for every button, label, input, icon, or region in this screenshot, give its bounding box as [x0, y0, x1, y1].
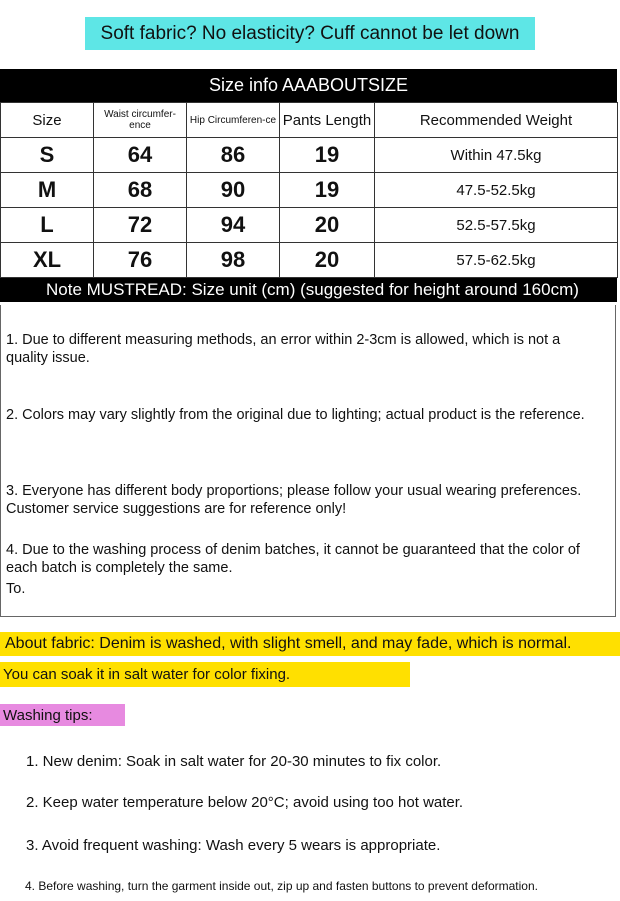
notes-box [0, 305, 616, 617]
washing-tips-title: Washing tips: [0, 704, 125, 726]
note-item: 1. Due to different measuring methods, an error within 2-3cm is allowed, which is not a quality issue. [6, 332, 561, 366]
cell-size: M [1, 173, 94, 208]
fabric-note: About fabric: Denim is washed, with slight smell, and may fade, which is normal. [0, 632, 620, 656]
table-row [1, 243, 618, 278]
note-item: 4. Due to the washing process of denim batches, it cannot be guaranteed that the color of each batch is completely the same. [6, 542, 580, 576]
cell-hip: 90 [187, 173, 280, 208]
size-chart [0, 69, 617, 302]
cell-size: L [1, 208, 94, 243]
note-item: 3. Everyone has different body proportions; please follow your usual wearing preferences. Customer service suggestions are for reference only! [6, 483, 582, 517]
table-header-row [1, 103, 618, 138]
cell-weight: Within 47.5kg [375, 138, 618, 173]
header-length: Pants Length [280, 103, 375, 138]
header-waist: Waist circumfer-ence [94, 103, 187, 138]
table-row [1, 208, 618, 243]
tip-item: 3. Avoid frequent washing: Wash every 5 wears is appropriate. [26, 837, 441, 854]
cell-hip: 86 [187, 138, 280, 173]
size-table [0, 102, 618, 278]
cell-size: S [1, 138, 94, 173]
header-weight: Recommended Weight [375, 103, 618, 138]
cell-size: XL [1, 243, 94, 278]
cell-waist: 76 [94, 243, 187, 278]
cell-hip: 98 [187, 243, 280, 278]
cell-waist: 64 [94, 138, 187, 173]
table-row [1, 173, 618, 208]
note-item: To. [6, 581, 26, 597]
cell-weight: 52.5-57.5kg [375, 208, 618, 243]
tip-item: 4. Before washing, turn the garment inside out, zip up and fasten buttons to prevent deformation. [25, 879, 538, 893]
size-chart-title: Size info AAABOUTSIZE [0, 69, 617, 102]
cell-length: 19 [280, 138, 375, 173]
cell-hip: 94 [187, 208, 280, 243]
cell-length: 20 [280, 208, 375, 243]
table-row [1, 138, 618, 173]
tip-item: 2. Keep water temperature below 20°C; avoid using too hot water. [26, 794, 464, 811]
soak-note: You can soak it in salt water for color fixing. [0, 662, 410, 687]
cell-length: 19 [280, 173, 375, 208]
cell-weight: 57.5-62.5kg [375, 243, 618, 278]
cell-weight: 47.5-52.5kg [375, 173, 618, 208]
cell-length: 20 [280, 243, 375, 278]
header-size: Size [1, 103, 94, 138]
cell-waist: 68 [94, 173, 187, 208]
headline-banner: Soft fabric? No elasticity? Cuff cannot be let down [85, 17, 535, 50]
note-item: 2. Colors may vary slightly from the original due to lighting; actual product is the reference. [6, 407, 585, 423]
tip-item: 1. New denim: Soak in salt water for 20-30 minutes to fix color. [26, 753, 442, 770]
cell-waist: 72 [94, 208, 187, 243]
header-hip: Hip Circumferen-ce [187, 103, 280, 138]
note-bar: Note MUSTREAD: Size unit (cm) (suggested for height around 160cm) [0, 278, 617, 302]
